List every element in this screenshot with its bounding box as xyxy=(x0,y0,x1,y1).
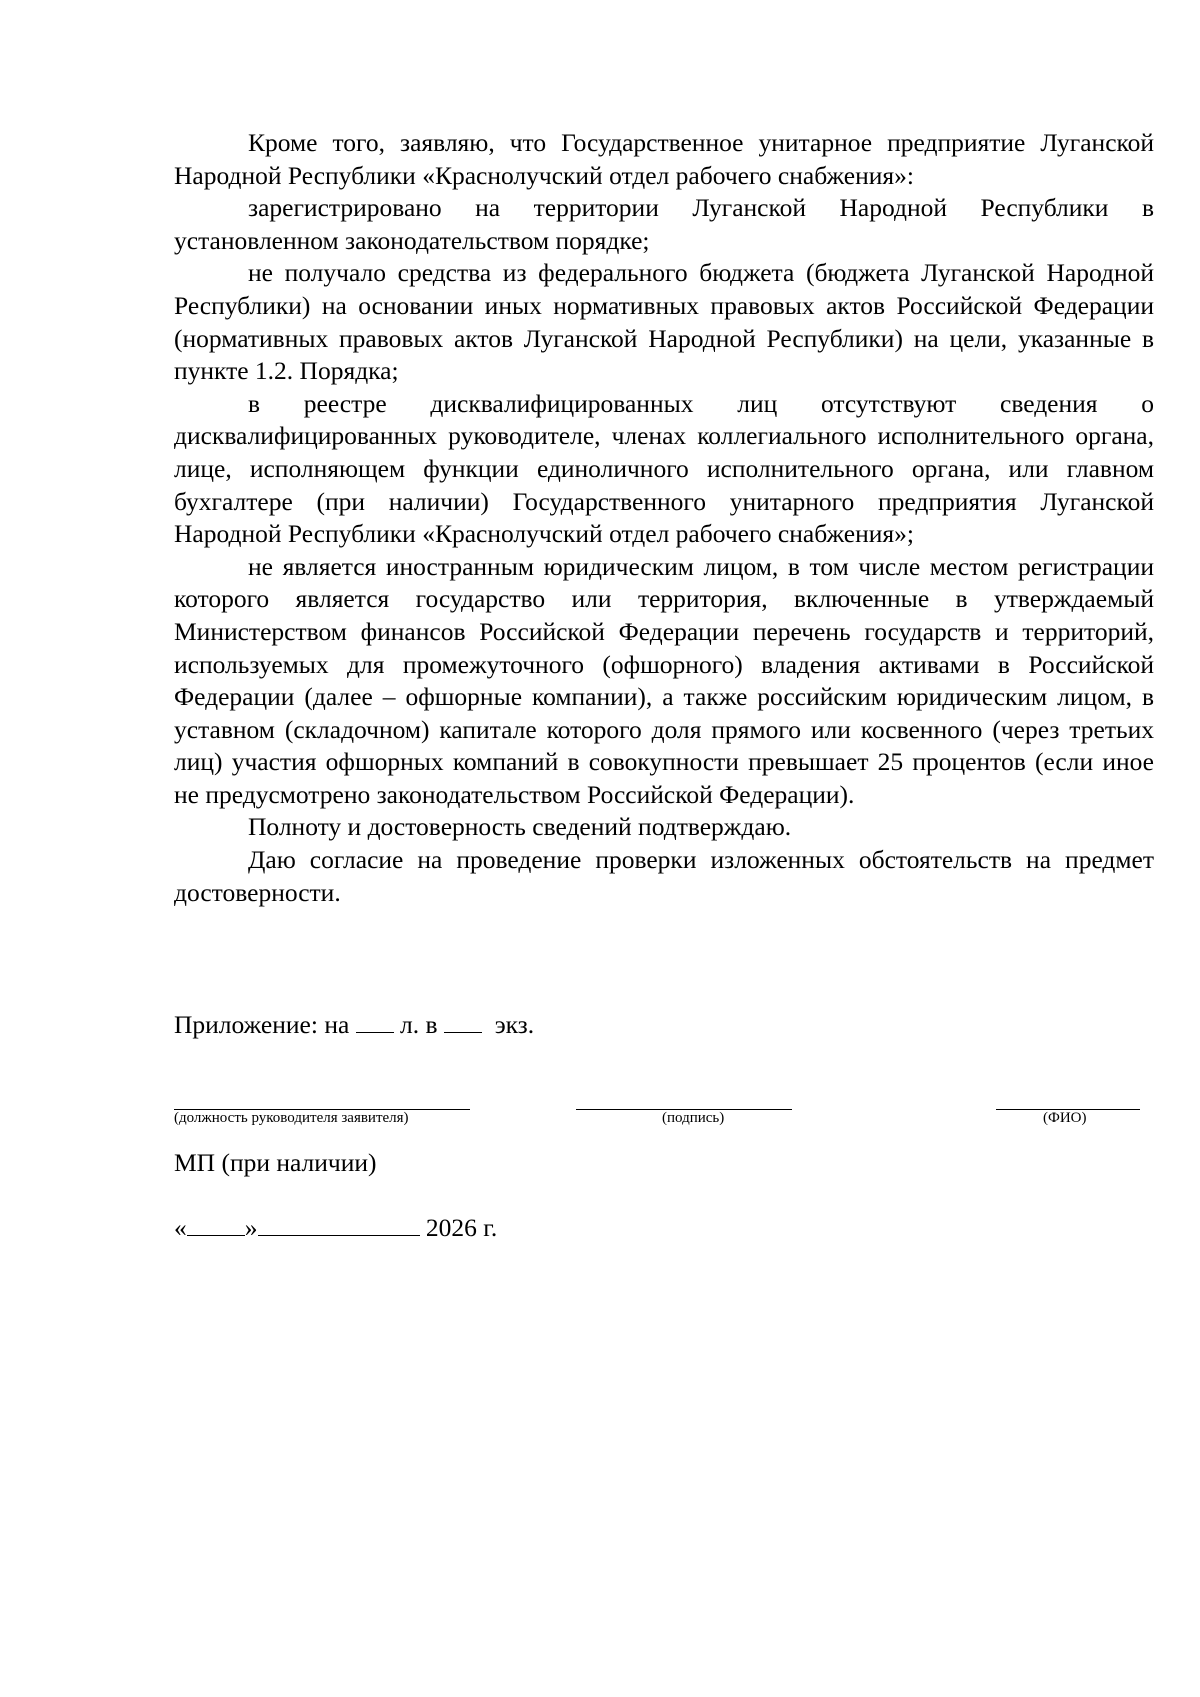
full-name-label: (ФИО) xyxy=(1043,1110,1087,1126)
copies-count-blank[interactable] xyxy=(444,1010,482,1033)
date-open-quote: « xyxy=(174,1213,187,1242)
day-blank[interactable] xyxy=(187,1211,245,1236)
paragraph-intro: Кроме того, заявляю, что Государственное унитарное предприятие Луганской Народной Республики «Краснолучский отдел рабочего снабжения»: xyxy=(174,128,1154,190)
date-year: 2026 г. xyxy=(425,1213,498,1242)
attachment-prefix: Приложение: на xyxy=(174,1010,350,1039)
paragraph-registered: зарегистрировано на территории Луганской Народной Республики в установленном законодательством порядке; xyxy=(174,193,1154,255)
paragraph-not-foreign: не является иностранным юридическим лицом, в том числе местом регистрации которого является государство или территория, включенные в утверждаемый Министерством финансов Российской Федерации перечень государств и территорий, используемых для промежуточного (офшорного) владения активами в Российской Федерации (далее – офшорные компании), а также российским юридическим лицом, в уставном (складочном) капитале которого доля прямого или косвенного (через третьих лиц) участия офшорных компаний в совокупности превышает 25 процентов (если иное не предусмотрено законодательством Российской Федерации). xyxy=(174,551,1154,809)
attachment-middle: л. в xyxy=(400,1010,438,1039)
attachment-line xyxy=(174,1009,534,1041)
date-line xyxy=(174,1211,497,1244)
attachment-suffix: экз. xyxy=(494,1010,535,1039)
paragraph-no-funds: не получало средства из федерального бюджета (бюджета Луганской Народной Республики) на основании иных нормативных правовых актов Российской Федерации (нормативных правовых актов Луганской Народной Республики) на цели, указанные в пункте 1.2. Порядка; xyxy=(174,258,1154,386)
signature-label: (подпись) xyxy=(662,1110,725,1126)
position-label: (должность руководителя заявителя) xyxy=(174,1110,409,1126)
date-close-quote: » xyxy=(244,1213,258,1242)
paragraph-consent: Даю согласие на проведение проверки изложенных обстоятельств на предмет достоверности. xyxy=(174,845,1154,907)
seal-note: МП (при наличии) xyxy=(174,1148,377,1177)
paragraph-disqualified: в реестре дисквалифицированных лиц отсутствуют сведения о дисквалифицированных руководителе, членах коллегиального исполнительного органа, лице, исполняющем функции единоличного исполнительного органа, или главном бухгалтере (при наличии) Государственного унитарного предприятия Луганской Народной Республики «Краснолучский отдел рабочего снабжения»; xyxy=(174,388,1154,549)
paragraph-confirm: Полноту и достоверность сведений подтверждаю. xyxy=(248,812,792,842)
sheets-count-blank[interactable] xyxy=(356,1010,394,1033)
month-blank[interactable] xyxy=(258,1211,420,1236)
declaration-body xyxy=(174,127,1154,909)
